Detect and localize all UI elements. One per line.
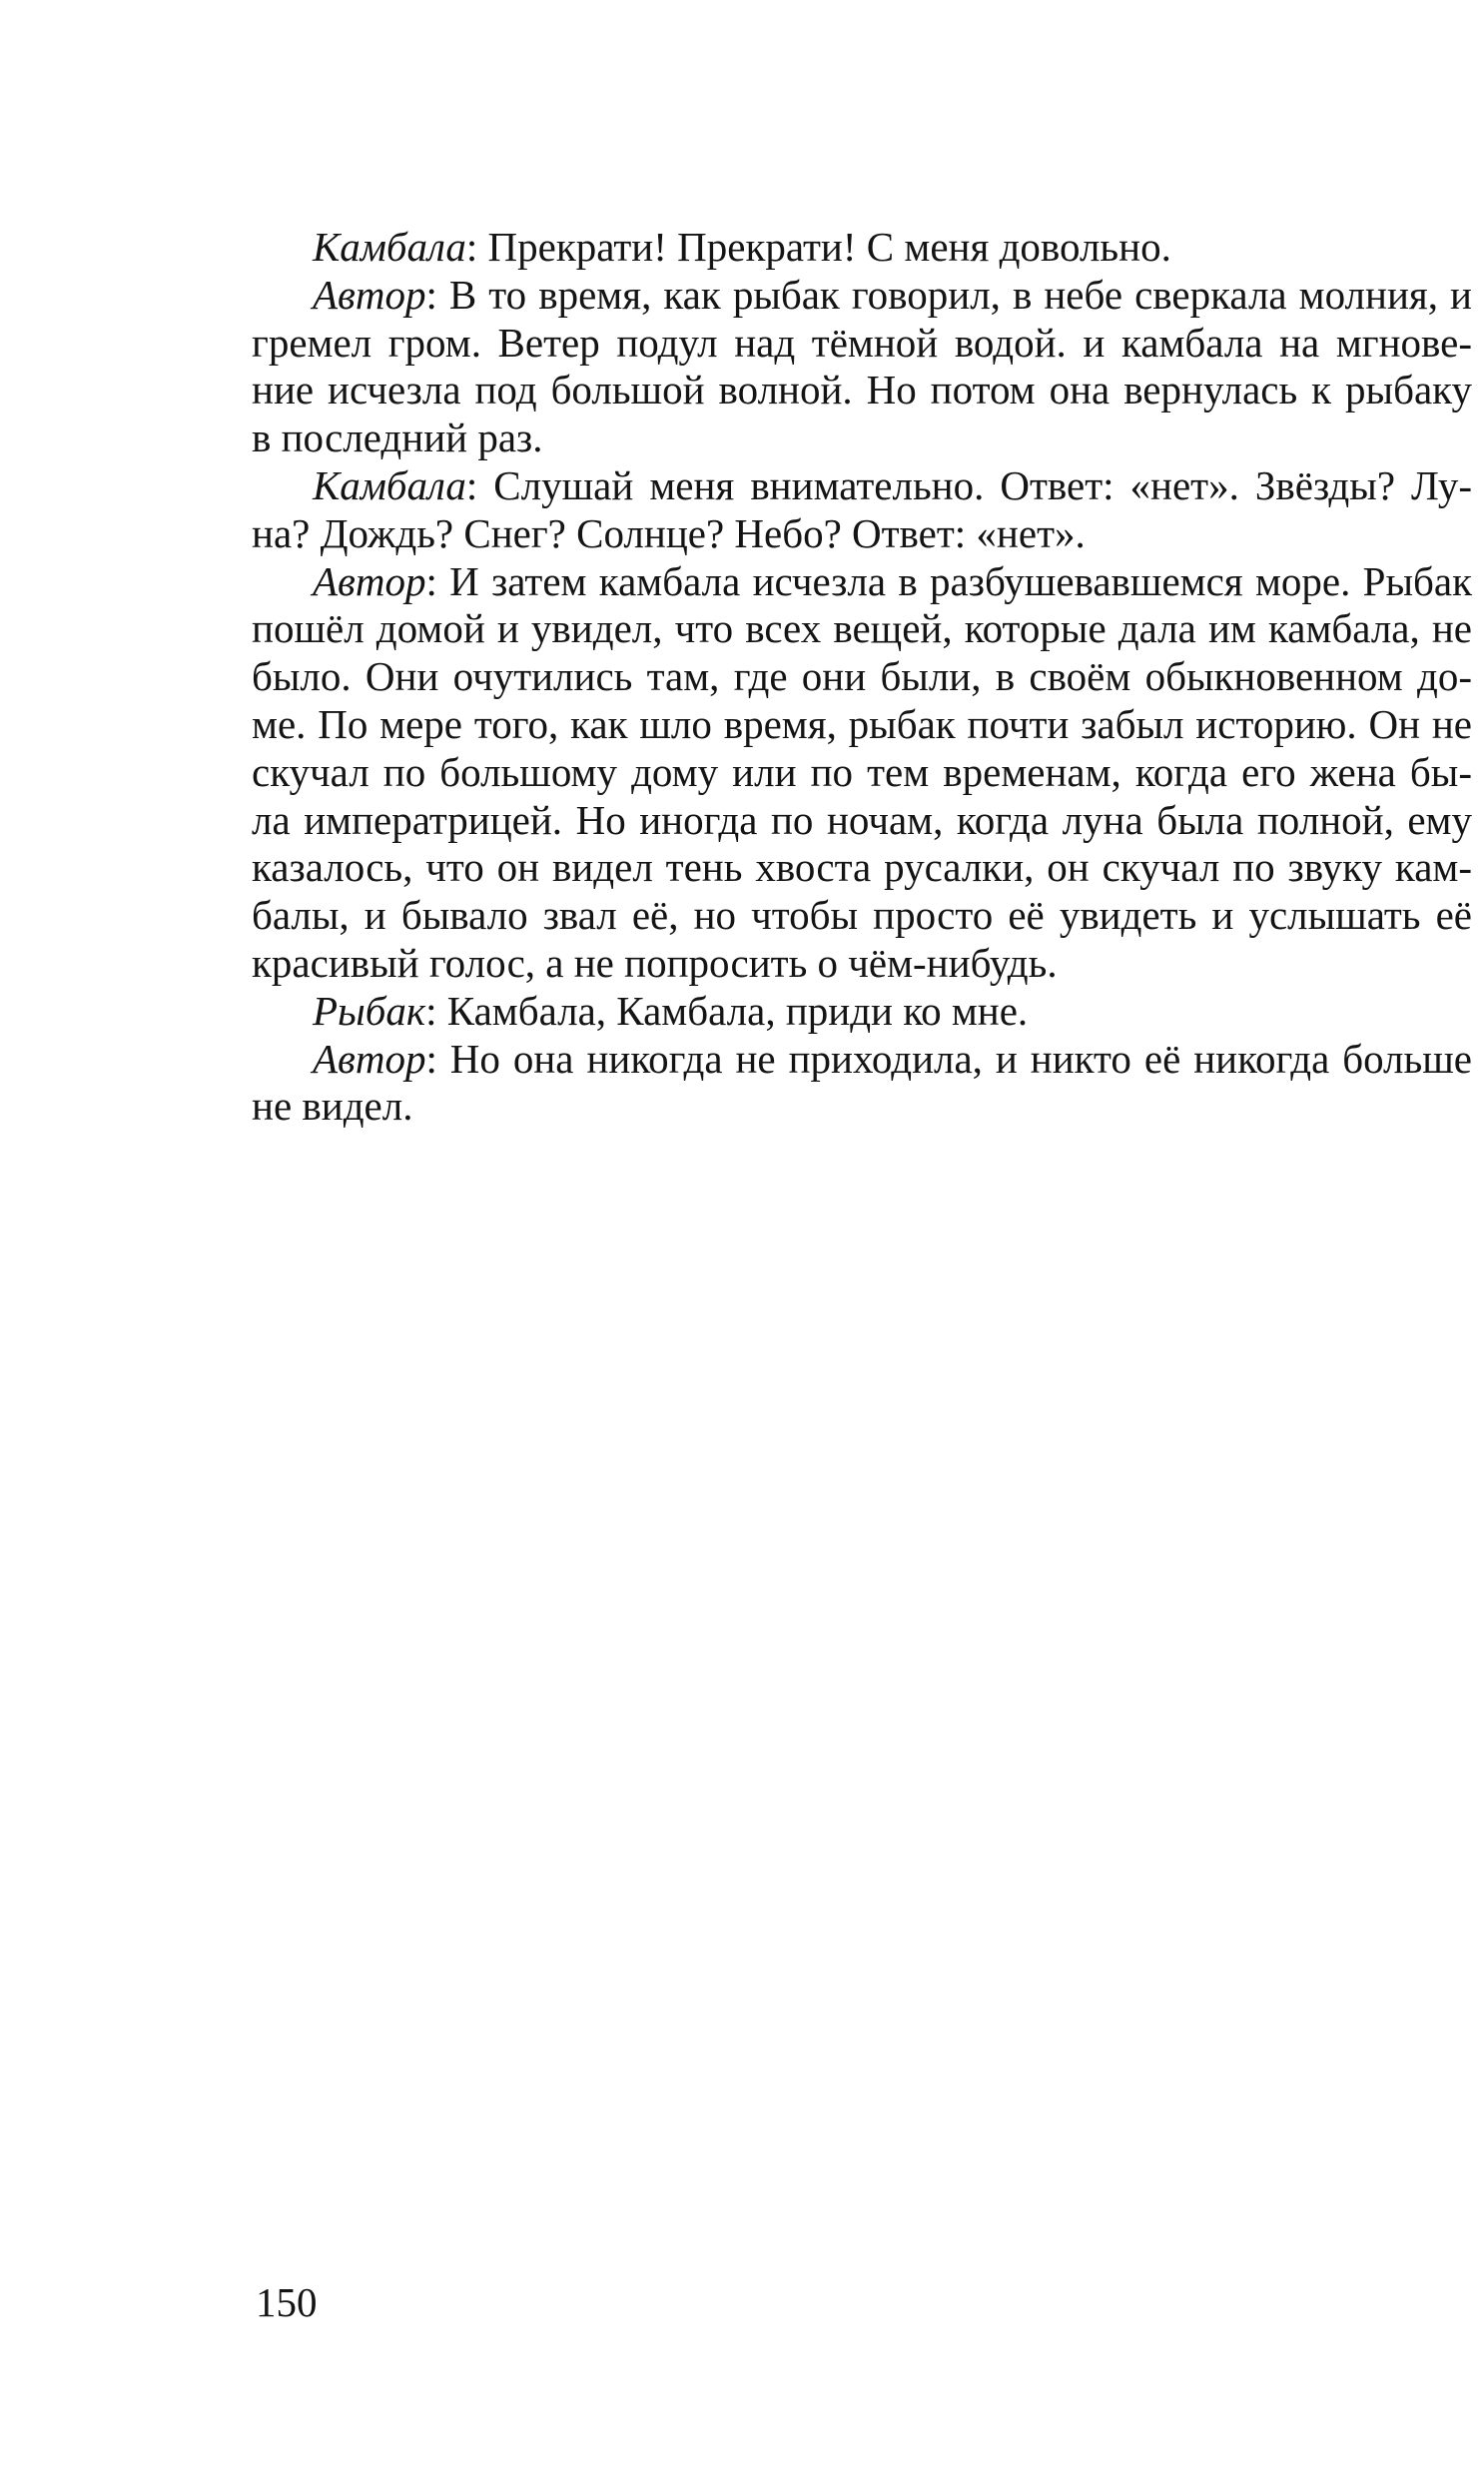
text-line <box>252 414 1472 462</box>
text-block <box>252 224 1472 1131</box>
text-line <box>252 653 1472 701</box>
line-text: красивый голос, а не попросить о чём-нибудь. <box>252 939 1058 986</box>
page-number: 150 <box>256 2279 318 2325</box>
line-text: было. Они очутились там, где они были, в своём обыкновенном до- <box>252 653 1472 700</box>
speaker-name: Автор <box>313 271 426 318</box>
line-text: ла императрицей. Но иногда по ночам, когда луна была полной, ему <box>252 796 1472 843</box>
line-text: : Слушай меня внимательно. Ответ: «нет». Звёзды? Лу- <box>465 461 1472 508</box>
speaker-name: Рыбак <box>313 987 426 1034</box>
line-text: : Прекрати! Прекрати! С меня довольно. <box>465 224 1171 270</box>
line-text: казалось, что он видел тень хвоста русалки, он скучал по звуку кам- <box>252 844 1472 891</box>
line-text: : Но она никогда не приходила, и никто её никогда больше <box>425 1035 1472 1082</box>
text-line <box>252 988 1472 1036</box>
line-text: пошёл домой и увидел, что всех вещей, которые дала им камбала, не <box>252 605 1472 652</box>
text-line <box>252 462 1472 510</box>
text-line <box>252 272 1472 320</box>
text-line <box>252 558 1472 606</box>
line-text: : И затем камбала исчезла в разбушевавшемся море. Рыбак <box>425 557 1472 604</box>
line-text: на? Дождь? Снег? Солнце? Небо? Ответ: «нет». <box>252 509 1086 556</box>
speaker-name: Автор <box>313 1035 426 1082</box>
text-line <box>252 940 1472 988</box>
text-line <box>252 224 1472 272</box>
text-line <box>252 367 1472 414</box>
line-text: не видел. <box>252 1083 413 1130</box>
line-text: : В то время, как рыбак говорил, в небе сверкала молния, и <box>425 271 1472 318</box>
text-line <box>252 749 1472 797</box>
line-text: : Камбала, Камбала, приди ко мне. <box>425 987 1029 1034</box>
text-line <box>252 510 1472 558</box>
text-line <box>252 797 1472 845</box>
text-line <box>252 1083 1472 1131</box>
line-text: балы, и бывало звал её, но чтобы просто её увидеть и услышать её <box>252 892 1472 939</box>
speaker-name: Камбала <box>313 461 466 508</box>
line-text: в последний раз. <box>252 414 543 461</box>
speaker-name: Камбала <box>313 224 466 270</box>
line-text: скучал по большому дому или по тем временам, когда его жена бы- <box>252 748 1472 795</box>
text-line <box>252 844 1472 892</box>
text-line <box>252 605 1472 653</box>
line-text: ние исчезла под большой волной. Но потом она вернулась к рыбаку <box>252 367 1472 413</box>
line-text: ме. По мере того, как шло время, рыбак почти забыл историю. Он не <box>252 700 1472 747</box>
text-line <box>252 701 1472 749</box>
line-text: гремел гром. Ветер подул над тёмной водой. и камбала на мгнове- <box>252 319 1472 366</box>
text-line <box>252 892 1472 940</box>
speaker-name: Автор <box>313 557 426 604</box>
text-line <box>252 320 1472 368</box>
text-line <box>252 1036 1472 1084</box>
